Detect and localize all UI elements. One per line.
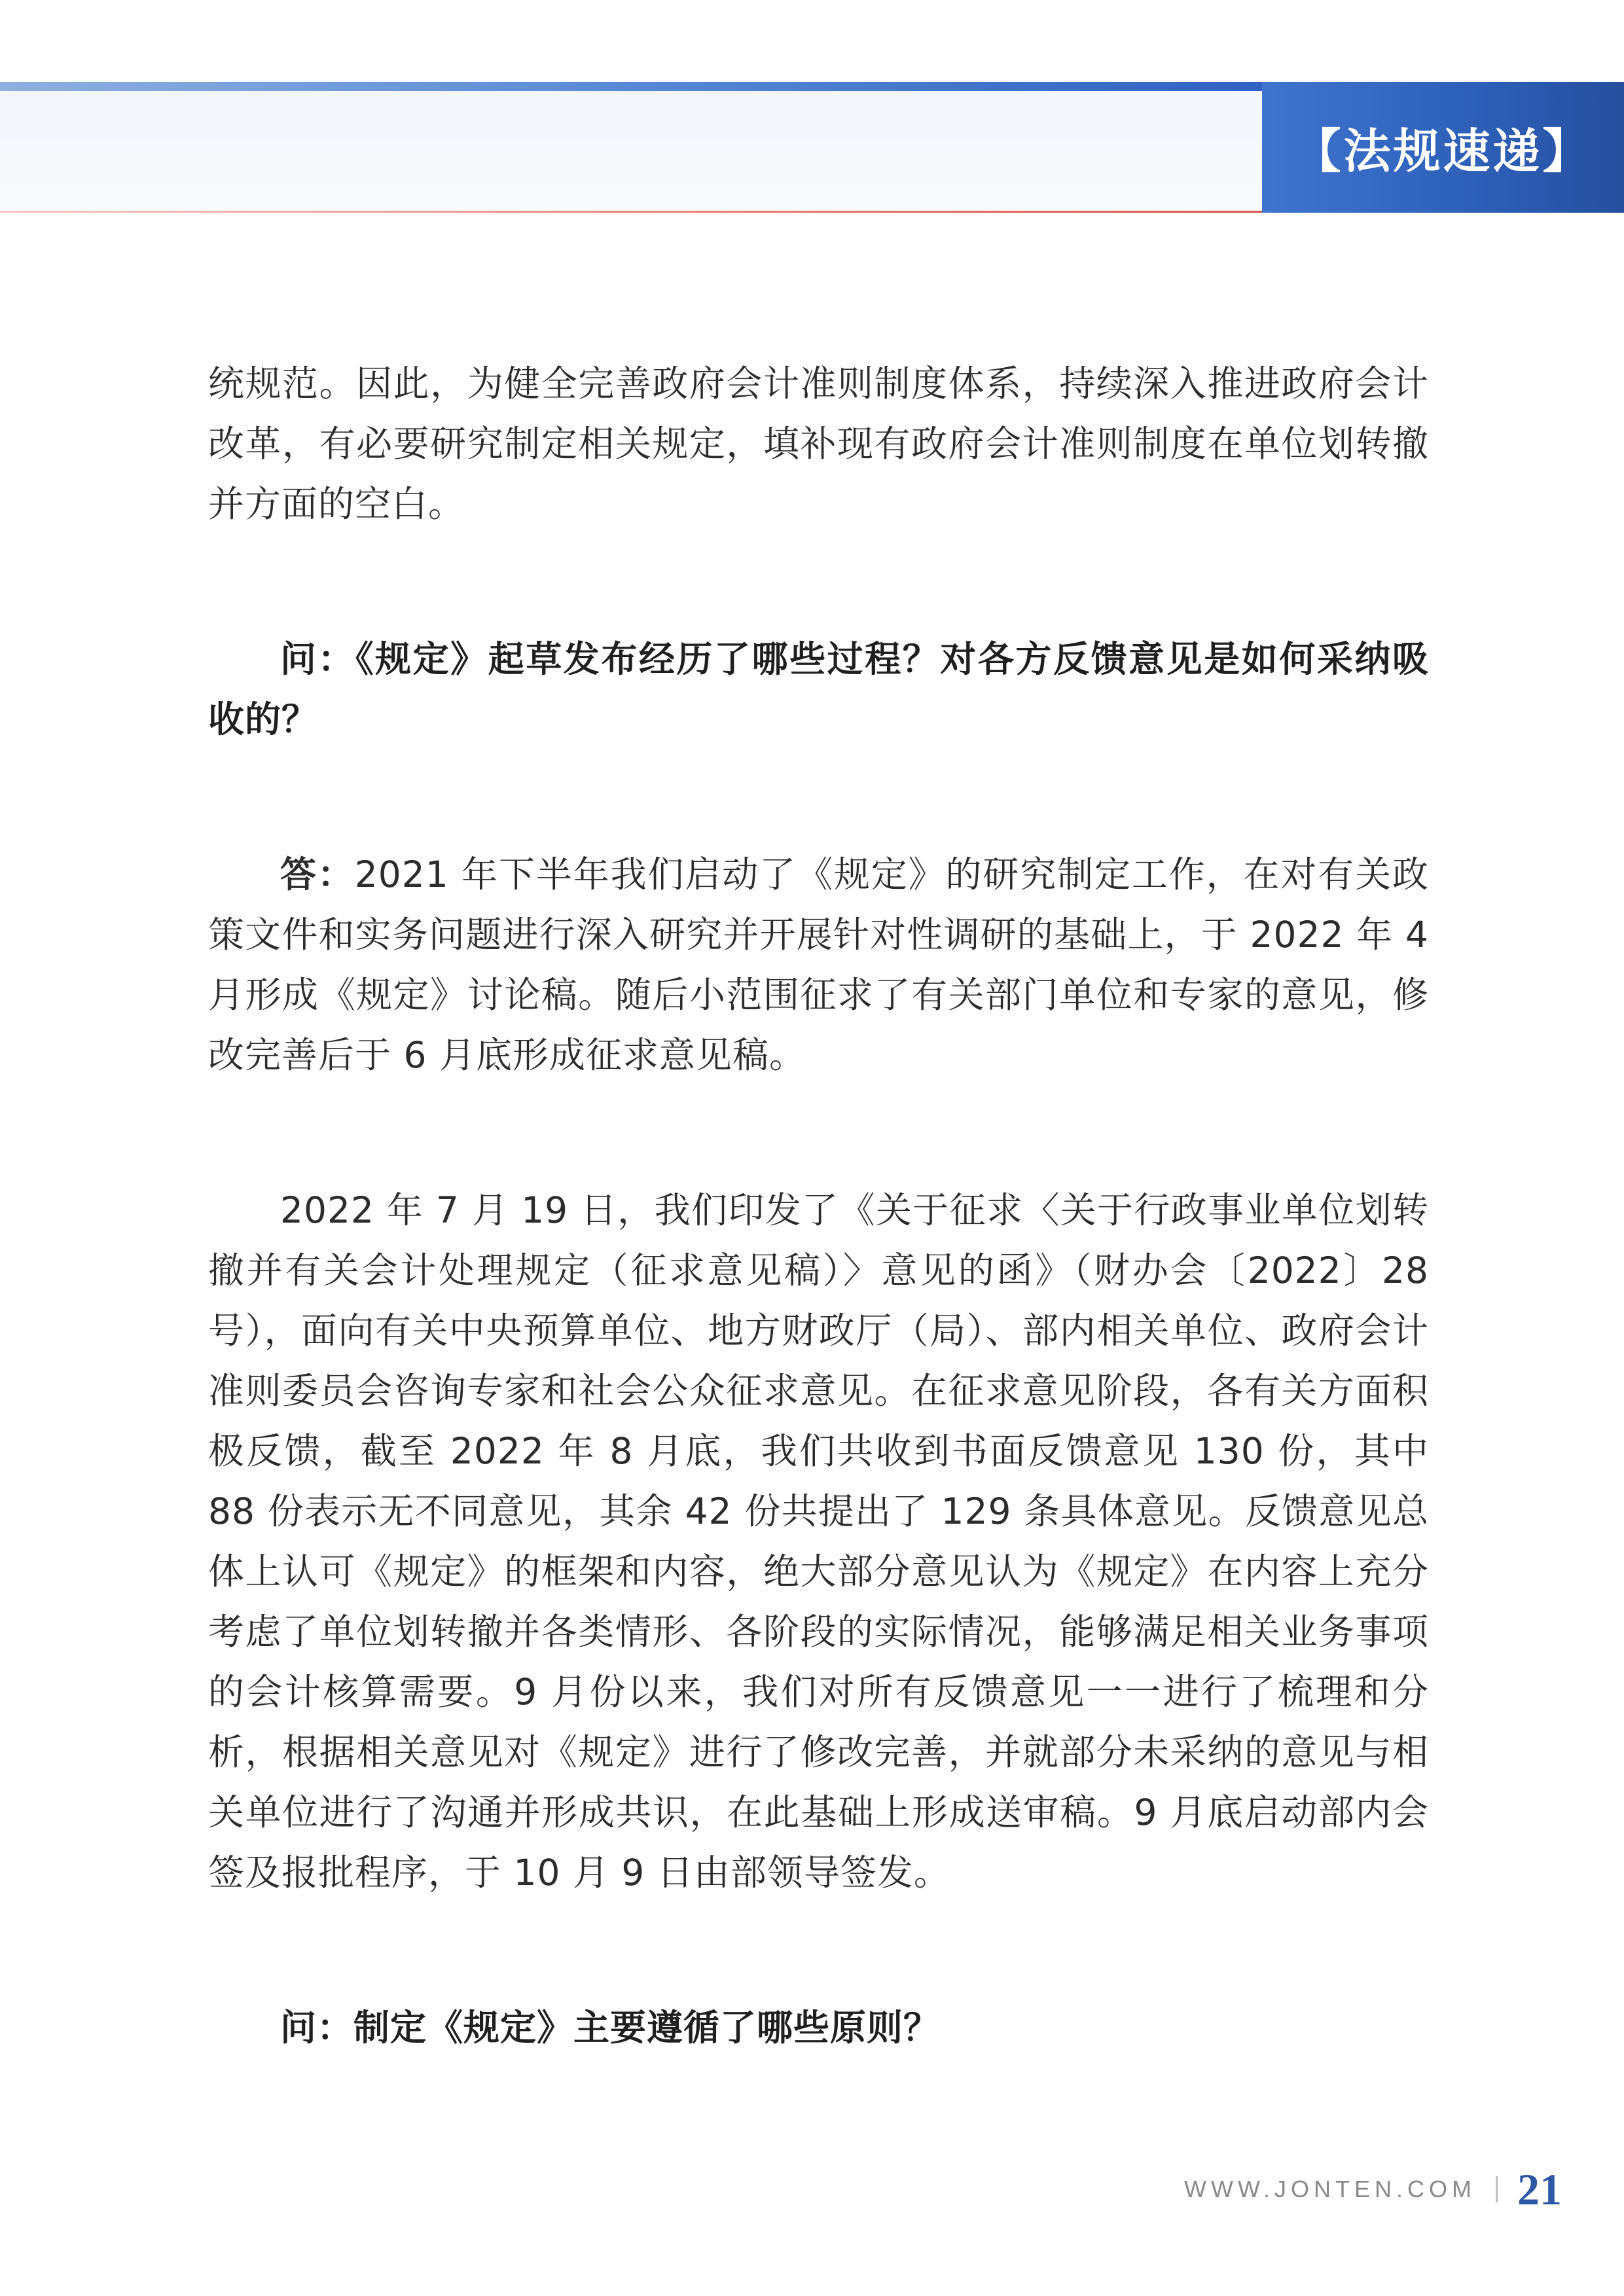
answer-1-text: 2021 年下半年我们启动了《规定》的研究制定工作，在对有关政策文件和实务问题进行深入研究并开展针对性调研的基础上，于 2022 年 4 月形成《规定》讨论稿。随后小范围征求了有关部门单位和专家的意见，修改完善后于 6 月底形成征求意见稿。: [208, 853, 1429, 1076]
header-bottom-rule: [0, 211, 1262, 213]
answer-1: [208, 844, 1429, 1085]
question-1: 问：《规定》起草发布经历了哪些过程？对各方反馈意见是如何采纳吸收的？: [208, 638, 1429, 740]
header-top-rule: [0, 82, 1262, 91]
answer-label: 答：: [280, 853, 355, 895]
question-2: 问：制定《规定》主要遵循了哪些原则？: [280, 2007, 941, 2049]
page-footer: [1184, 2160, 1562, 2219]
article-body: [208, 353, 1429, 2058]
footer-divider: [1496, 2176, 1498, 2202]
paragraph-consultation: 2022 年 7 月 19 日，我们印发了《关于征求〈关于行政事业单位划转撤并有关会计处理规定（征求意见稿）〉意见的函》（财办会〔2022〕28 号），面向有关中央预算单位、地方财政厅（局）、部内相关单位、政府会计准则委员会咨询专家和社会公众征求意见。在征求意见阶段，各有关方面积极反馈，截至 2022 年 8 月底，我们共收到书面反馈意见 130 份，其中 88 份表示无不同意见，其余 42 份共提出了 129 条具体意见。反馈意见总体上认可《规定》的框架和内容，绝大部分意见认为《规定》在内容上充分考虑了单位划转撤并各类情形、各阶段的实际情况，能够满足相关业务事项的会计核算需要。9 月份以来，我们对所有反馈意见一一进行了梳理和分析，根据相关意见对《规定》进行了修改完善，并就部分未采纳的意见与相关单位进行了沟通并形成共识，在此基础上形成送审稿。9 月底启动部内会签及报批程序，于 10 月 9 日由部领导签发。: [208, 1189, 1429, 1893]
paragraph-continuation: 统规范。因此，为健全完善政府会计准则制度体系，持续深入推进政府会计改革，有必要研究制定相关规定，填补现有政府会计准则制度在单位划转撤并方面的空白。: [208, 363, 1429, 525]
website-link[interactable]: WWW.JONTEN.COM: [1184, 2176, 1476, 2202]
header-band: [0, 82, 1262, 213]
section-tag: [1262, 82, 1624, 213]
page-number: 21: [1517, 2164, 1562, 2214]
section-tag-label: 【法规速递】: [1293, 124, 1593, 179]
